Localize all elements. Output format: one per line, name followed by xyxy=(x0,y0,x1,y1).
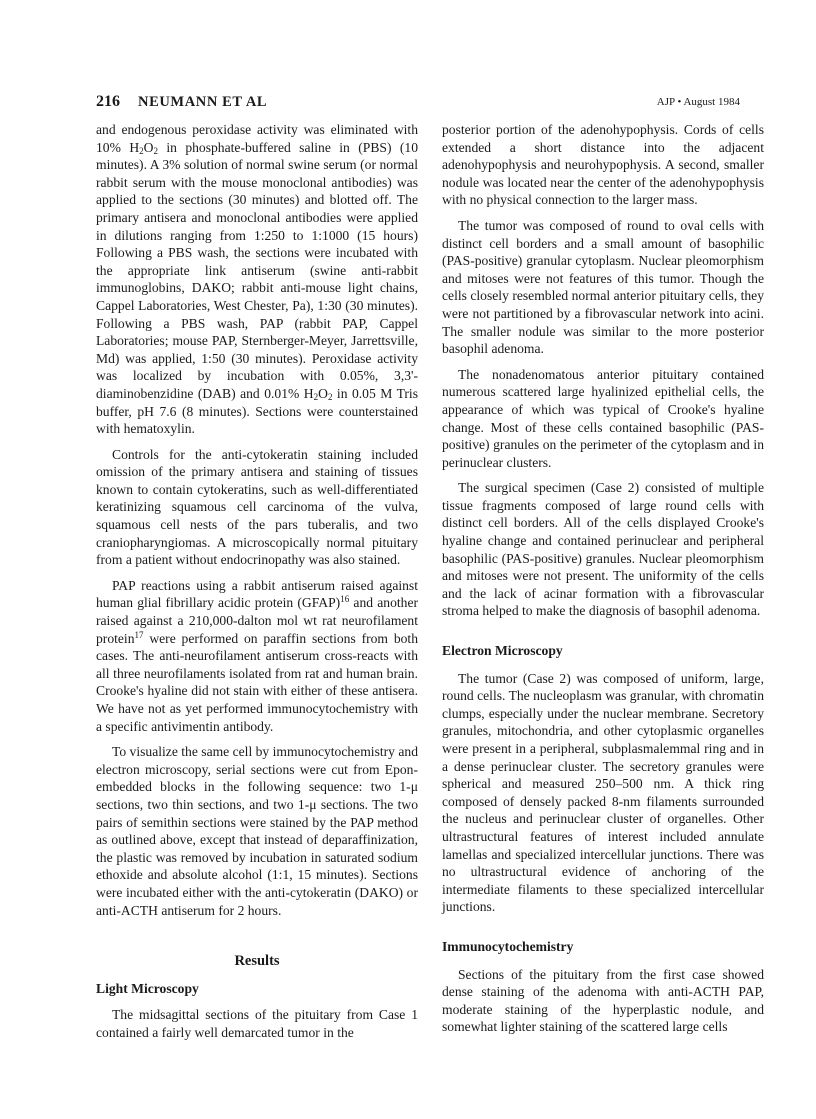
running-authors: NEUMANN ET AL xyxy=(138,94,268,110)
methods-paragraph-serial-sections: To visualize the same cell by immunocytochemistry and electron microscopy, serial sections were cut from Epon-embedded blocks in the following sequence: two 1-μ sections, two thin sections, and two 1-μ sections. The two pairs of semithin sections were stained by the PAP method as outlined above, except that instead of deparaffinization, the plastic was removed by incubation in saturated sodium ethoxide and absolute alcohol (1:1, 15 minutes). Sections were incubated either with the anti-cytokeratin (DAKO) or anti-ACTH antiserum for 2 hours. xyxy=(96,744,418,918)
results-paragraph-nonadenomatous: The nonadenomatous anterior pituitary contained numerous scattered large hyalinized epithelial cells, the appearance of which was typical of Crooke's hyaline change. Most of these cells contained basophilic (PAS-positive) granules on the perimeter of the cytoplasm and in perinuclear clusters. xyxy=(442,366,764,470)
journal-citation: AJP • August 1984 xyxy=(656,96,740,108)
results-heading: Results xyxy=(234,953,280,970)
electron-microscopy-paragraph: The tumor (Case 2) was composed of uniform, large, round cells. The nucleoplasm was granular, with chromatin clumps, especially under the nuclear membrane. Secretory granules, mitochondria, and other cytoplasmic organelles were present in a peripheral, subplasmalemmal ring and in a dense perinuclear cluster. The secretory granules were spherical and measured 250–500 nm. A thick ring composed of densely packed 8-nm filaments surrounded the nucleus and perinuclear cluster of organelles. Other ultrastructural features of interest included annulate lamellas and specialized intercellular junctions. There was no ultrastructural evidence of anchoring of the intermediate filaments to these specialized intercellular junctions. xyxy=(442,670,764,915)
electron-microscopy-heading: Electron Microscopy xyxy=(442,643,563,659)
results-paragraph-case-2: The surgical specimen (Case 2) consisted of multiple tissue fragments composed of large round cells with distinct cell borders. All of the cells displayed Crooke's hyaline change and contained perinuclear and peripheral basophilic (PAS-positive) granules. Nuclear pleomorphism and mitoses were not present. The uniformity of the cells and the lack of acinar formation with a fibrovascular stroma helped to make the diagnosis of basophil adenoma. xyxy=(442,480,764,619)
methods-paragraph-controls: Controls for the anti-cytokeratin staining included omission of the primary antisera and staining of tissues known to contain cytokeratins, such as well-differentiated keratinizing squamous cell carcinoma of the vulva, squamous cell nests of the pars tuberalis, and two craniopharyngiomas. A microscopically normal pituitary from a patient without endocrinopathy was also stained. xyxy=(96,446,418,568)
results-paragraph-tumor: The tumor was composed of round to oval cells with distinct cell borders and a small amount of basophilic (PAS-positive) granular cytoplasm. Nuclear pleomorphism and mitoses were not features of this tumor. Though the cells closely resembled normal anterior pituitary cells, they were not partitioned by a fibrovascular network into acini. The smaller nodule was similar to the more posterior basophil adenoma. xyxy=(442,217,764,357)
left-column xyxy=(96,121,418,1050)
results-paragraph-1: posterior portion of the adenohypophysis. Cords of cells extended a short distance into the adjacent adenohypophysis and neurohypophysis. A second, smaller nodule was located near the center of the adenohypophysis with no physical connection to the larger mass. xyxy=(442,122,764,208)
immunocytochemistry-heading: Immunocytochemistry xyxy=(442,938,574,954)
light-microscopy-paragraph: The midsagittal sections of the pituitary from Case 1 contained a fairly well demarcated tumor in the xyxy=(96,1007,418,1040)
right-column xyxy=(442,121,764,1044)
running-header xyxy=(96,93,740,115)
methods-paragraph-pap: PAP reactions using a rabbit antiserum raised against human glial fibrillary acidic protein (GFAP)$^{16}$ and another raised against a 210,000-dalton mol wt rat neurofilament protein$^{17}$ were performed on paraffin sections from both cases. The anti-neurofilament antiserum cross-reacts with all three neurofilaments isolated from rat and human brain. Crooke's hyaline did not stain with either of these antisera. We have not as yet performed immunocytochemistry with a specific antivimentin antibody. xyxy=(96,577,418,734)
methods-paragraph-1: and endogenous peroxidase activity was eliminated with 10% $H_2O_2$ in phosphate-buffered saline in (PBS) (10 minutes). A 3% solution of normal swine serum (or normal rabbit serum with the mouse monoclonal antibodies) was applied to the sections (30 minutes) and blotted off. The primary antisera and monoclonal antibodies were applied in dilutions ranging from 1:250 to 1:1000 (15 hours) Following a PBS wash, the sections were incubated with the appropriate link antiserum (swine anti-rabbit immunoglobins, DAKO; rabbit anti-mouse light chains, Cappel Laboratories, West Chester, Pa), 1:30 (30 minutes). Following a PBS wash, PAP (rabbit PAP, Cappel Laboratories; mouse PAP, Sternberger-Meyer, Jarrettsville, Md) was applied, 1:50 (30 minutes). Peroxidase activity was localized by incubation with 0.05%, 3,3'-diaminobenzidine (DAB) and 0.01% $H_2O_2$ in 0.05 M Tris buffer, pH 7.6 (8 minutes). Sections were counterstained with hematoxylin. xyxy=(96,122,419,437)
page-number: 216 xyxy=(96,93,120,110)
light-microscopy-heading: Light Microscopy xyxy=(96,980,199,996)
immunocytochemistry-paragraph: Sections of the pituitary from the first case showed dense staining of the adenoma with anti-ACTH PAP, moderate staining of the hyperplastic nodule, and somewhat lighter staining of the scattered large cells xyxy=(442,966,764,1035)
